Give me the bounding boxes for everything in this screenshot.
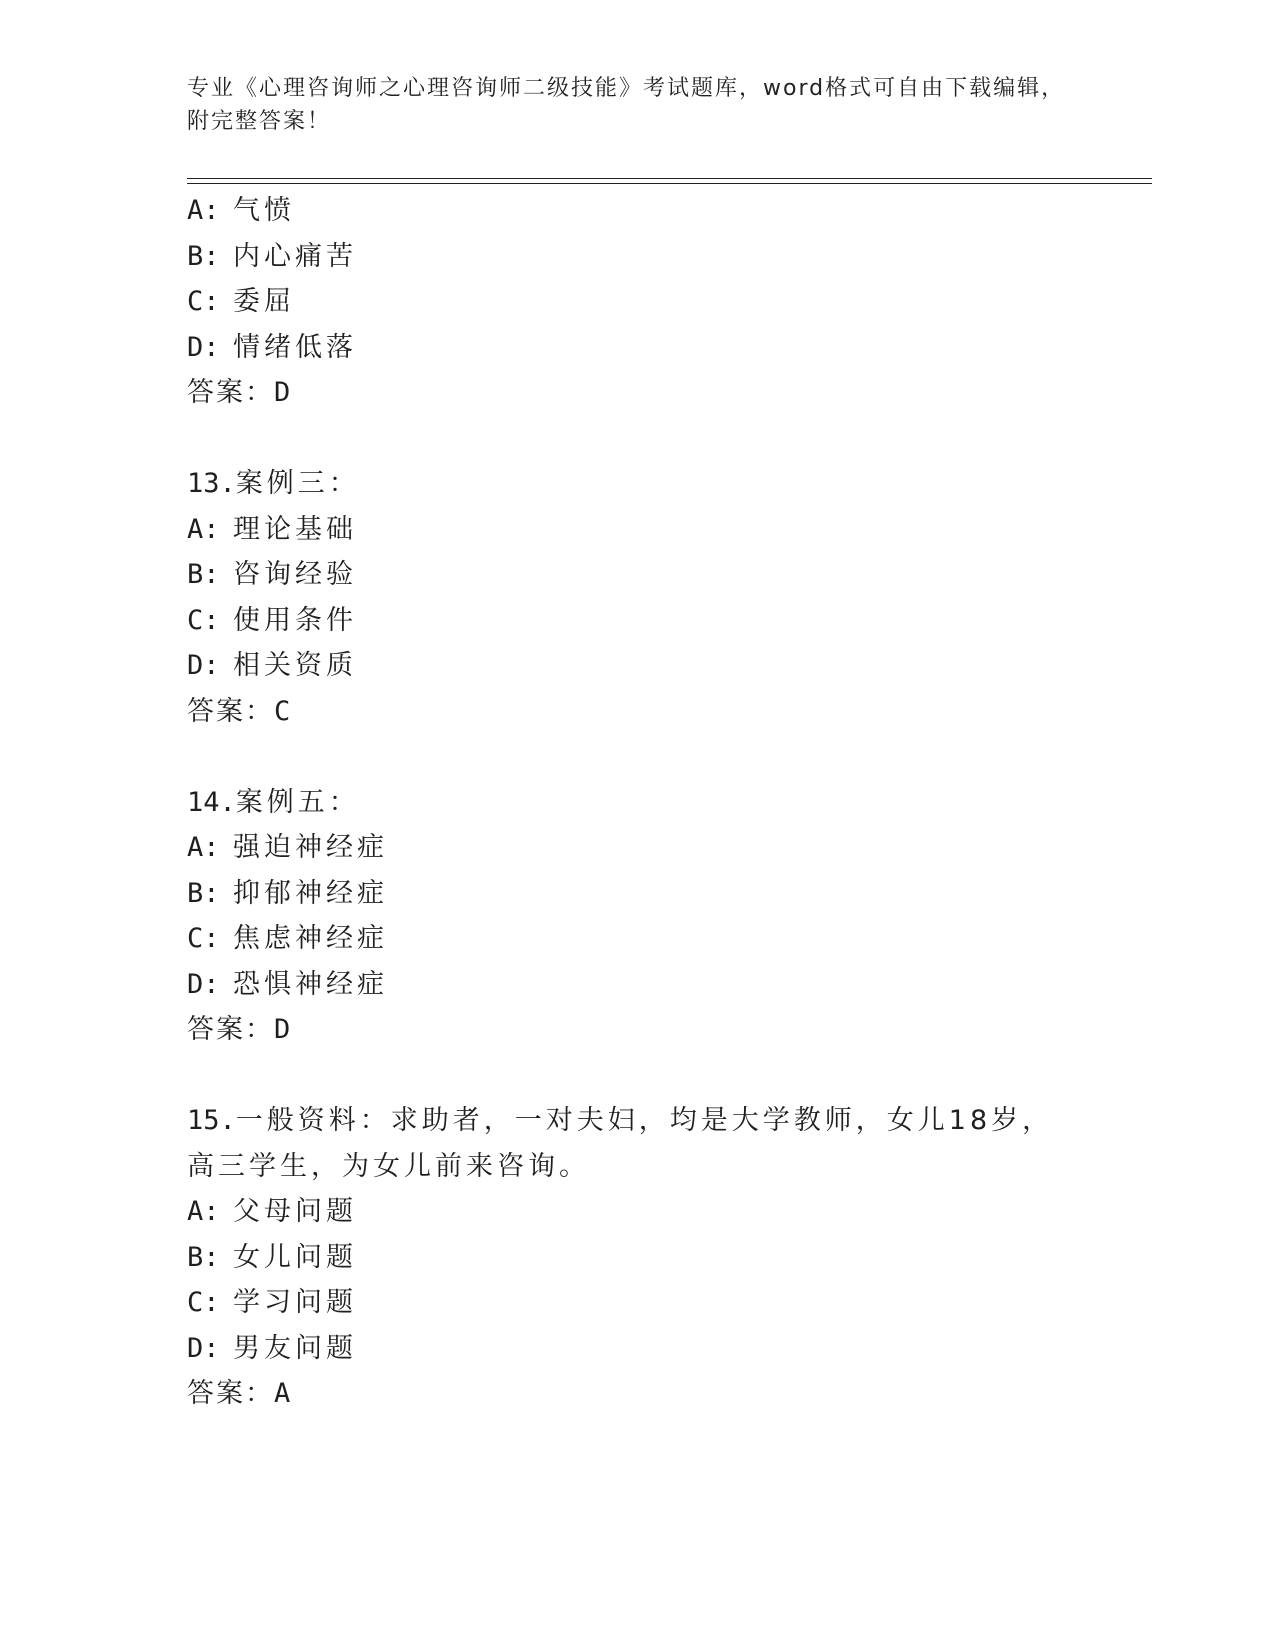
- spacer: [187, 1053, 1087, 1099]
- option-b: [187, 1235, 1087, 1281]
- option-c: [187, 916, 1087, 962]
- option-a: [187, 825, 1087, 871]
- option-text: 情绪低落: [233, 331, 357, 363]
- option-c: [187, 279, 1087, 325]
- option-label: D:: [187, 650, 220, 681]
- option-text: 气愤: [233, 195, 295, 226]
- question-block-13: [187, 461, 1087, 734]
- question-number: 14.: [187, 786, 236, 818]
- option-a: [187, 188, 1087, 234]
- header-divider-bottom: [187, 183, 1152, 184]
- question-text: 一般资料：求助者，一对夫妇，均是大学教师，女儿18岁，高三学生，为女儿前来咨询。: [187, 1105, 1054, 1182]
- option-label: A:: [187, 1196, 220, 1227]
- option-text: 使用条件: [233, 604, 357, 636]
- option-label: B:: [187, 1241, 220, 1273]
- answer-line: [187, 1007, 1087, 1053]
- question-block-15: [187, 1098, 1087, 1417]
- option-label: D:: [187, 1332, 220, 1364]
- option-label: B:: [187, 877, 220, 909]
- question-block-partial: [187, 188, 1087, 416]
- answer-label: 答案：: [187, 1014, 274, 1045]
- option-label: C:: [187, 1287, 220, 1318]
- option-a: [187, 507, 1087, 553]
- option-label: D:: [187, 331, 220, 363]
- answer-value: D: [274, 1014, 291, 1045]
- answer-label: 答案：: [187, 1378, 274, 1409]
- answer-label: 答案：: [187, 377, 274, 408]
- question-text: 案例五：: [235, 786, 360, 818]
- spacer: [187, 416, 1087, 462]
- option-label: C:: [187, 604, 220, 636]
- option-label: A:: [187, 513, 220, 545]
- answer-label: 答案：: [187, 695, 274, 727]
- option-label: A:: [187, 195, 220, 226]
- option-label: C:: [187, 286, 220, 317]
- answer-value: D: [274, 377, 291, 408]
- option-d: [187, 643, 1087, 689]
- question-number: 15.: [187, 1105, 236, 1136]
- question-stem: [187, 1098, 1067, 1189]
- option-text: 相关资质: [233, 650, 357, 681]
- document-header: 专业《心理咨询师之心理咨询师二级技能》考试题库，word格式可自由下载编辑，附完整答案！: [187, 76, 1066, 134]
- option-text: 咨询经验: [233, 559, 357, 590]
- question-stem: [187, 780, 1087, 826]
- header-divider-top: [187, 178, 1152, 179]
- option-label: C:: [187, 923, 220, 954]
- option-c: [187, 598, 1087, 644]
- option-b: [187, 871, 1087, 917]
- option-d: [187, 962, 1087, 1008]
- question-stem: [187, 461, 1087, 507]
- answer-value: A: [274, 1378, 291, 1409]
- option-text: 恐惧神经症: [233, 968, 388, 1000]
- option-label: D:: [187, 968, 220, 1000]
- question-number: 13.: [187, 468, 236, 499]
- spacer: [187, 734, 1087, 780]
- option-d: [187, 325, 1087, 371]
- answer-line: [187, 1371, 1087, 1417]
- option-text: 抑郁神经症: [233, 877, 388, 909]
- option-d: [187, 1326, 1087, 1372]
- option-label: B:: [187, 559, 220, 590]
- option-label: B:: [187, 240, 220, 272]
- option-a: [187, 1189, 1087, 1235]
- option-c: [187, 1280, 1087, 1326]
- option-label: A:: [187, 832, 220, 863]
- question-list: [187, 188, 1087, 1417]
- option-text: 学习问题: [233, 1287, 357, 1318]
- option-text: 委屈: [233, 286, 295, 317]
- answer-value: C: [274, 695, 291, 727]
- option-b: [187, 234, 1087, 280]
- option-text: 女儿问题: [233, 1241, 357, 1273]
- option-text: 内心痛苦: [233, 240, 357, 272]
- option-text: 男友问题: [233, 1332, 357, 1364]
- option-text: 焦虑神经症: [233, 923, 388, 954]
- option-text: 父母问题: [233, 1196, 357, 1227]
- question-text: 案例三：: [235, 468, 360, 499]
- question-block-14: [187, 780, 1087, 1053]
- option-text: 强迫神经症: [233, 832, 388, 863]
- answer-line: [187, 370, 1087, 416]
- option-b: [187, 552, 1087, 598]
- option-text: 理论基础: [233, 513, 357, 545]
- answer-line: [187, 689, 1087, 735]
